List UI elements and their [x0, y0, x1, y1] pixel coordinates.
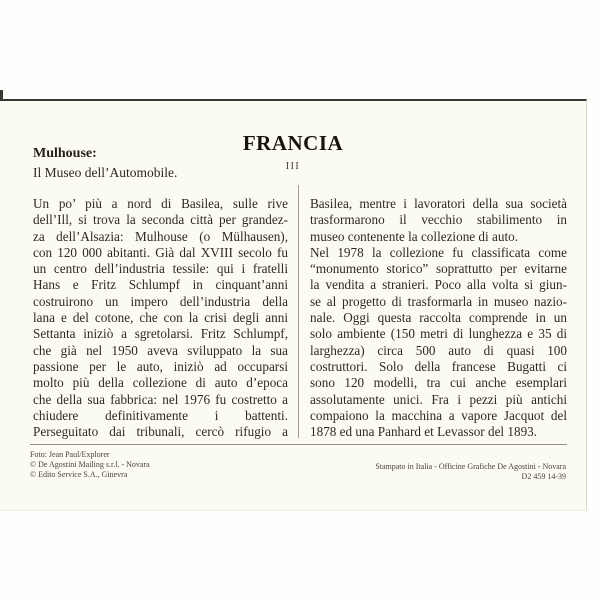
text-line: Basilea, mentre i lavoratori della sua società	[310, 196, 567, 211]
text-line: nale. Oggi questa raccolta comprende in un	[310, 310, 567, 326]
text-line: solo ambiente (150 metri di lunghezza e 35 di	[310, 326, 567, 342]
text-line: Hans e Fritz Schlumpf in cinquant’anni	[33, 277, 288, 293]
print-info	[375, 462, 566, 482]
museum-subtitle: Il Museo dell’Automobile.	[33, 165, 178, 180]
text-line: costruttori. Solo della francese Bugatti ci	[310, 358, 567, 374]
text-line: con 120 000 abitanti. Già dal XVIII secolo fu	[33, 244, 288, 260]
text-line: Perseguitato dai tribunali, cercò rifugio a	[33, 424, 288, 440]
text-line: compaiono la macchina a vapore Jacquot del	[310, 407, 567, 423]
text-line: la vendita a stranieri. Poco alla volta si giun-	[310, 277, 567, 293]
footer-rule	[30, 444, 567, 445]
text-line: Settanta iniziò a sgretolarsi. Fritz Schlumpf,	[33, 326, 288, 342]
text-line: che della sua fabbrica: nel 1976 fu costretto a	[33, 391, 288, 407]
text-line: D2 459 14-39	[521, 472, 566, 481]
text-line: un centro dell’industria tessile: qui i fratelli	[33, 261, 288, 277]
series-numeral: III	[285, 161, 301, 172]
text-line: Foto: Jean Paul/Explorer	[30, 450, 110, 459]
text-line: che già nel 1950 aveva sviluppato la sua	[33, 342, 288, 358]
text-line: trasformarono il vecchio stabilimento in	[310, 212, 567, 228]
text-line: costruirono un impero dell’industria della	[33, 293, 288, 309]
text-line: lana e del cotone, che con la crisi degli anni	[33, 310, 288, 326]
city-heading: Mulhouse:	[33, 146, 97, 161]
text-line: larghezza) circa 500 auto di quasi 100	[310, 342, 567, 358]
text-line: molto più della collezione di auto d’epoca	[33, 375, 288, 391]
postcard-back	[0, 99, 587, 511]
text-line: dell’Ill, si trova la seconda città per grandez-	[33, 212, 288, 228]
column-divider	[298, 185, 299, 438]
text-line: Un po’ più a nord di Basilea, sulle rive	[33, 196, 288, 211]
text-line: museo contenente la collezione di auto.	[310, 228, 518, 244]
text-line: © De Agostini Mailing s.r.l. - Novara	[30, 460, 150, 469]
text-line: © Edito Service S.A., Ginevra	[30, 470, 128, 479]
text-line: sono 120 modelli, tra cui anche esemplari	[310, 375, 567, 391]
article-left-column	[33, 196, 288, 440]
text-line: passione per le auto, iniziò ad occuparsi	[33, 358, 288, 374]
text-line: se al progetto di trasformarla in museo nazio-	[310, 293, 567, 309]
text-line: Nel 1978 la collezione fu classificata come	[310, 244, 567, 260]
page-title: FRANCIA	[242, 131, 344, 155]
text-line: Stampato in Italia - Officine Grafiche De Agostini - Novara	[375, 462, 566, 471]
text-line: za dell’Alsazia: Mulhouse (o Mülhausen),	[33, 228, 288, 244]
article-right-column	[310, 196, 567, 440]
text-line: chiudere definitivamente i battenti.	[33, 407, 288, 423]
text-line: 1878 ed una Panhard et Levassor del 1893.	[310, 424, 538, 440]
card-edge-artifact	[0, 90, 3, 101]
photo-credits	[30, 450, 150, 480]
text-line: assolutamente unici. Fra i pezzi più antichi	[310, 391, 567, 407]
text-line: “monumento storico” soprattutto per evitarne	[310, 261, 567, 277]
